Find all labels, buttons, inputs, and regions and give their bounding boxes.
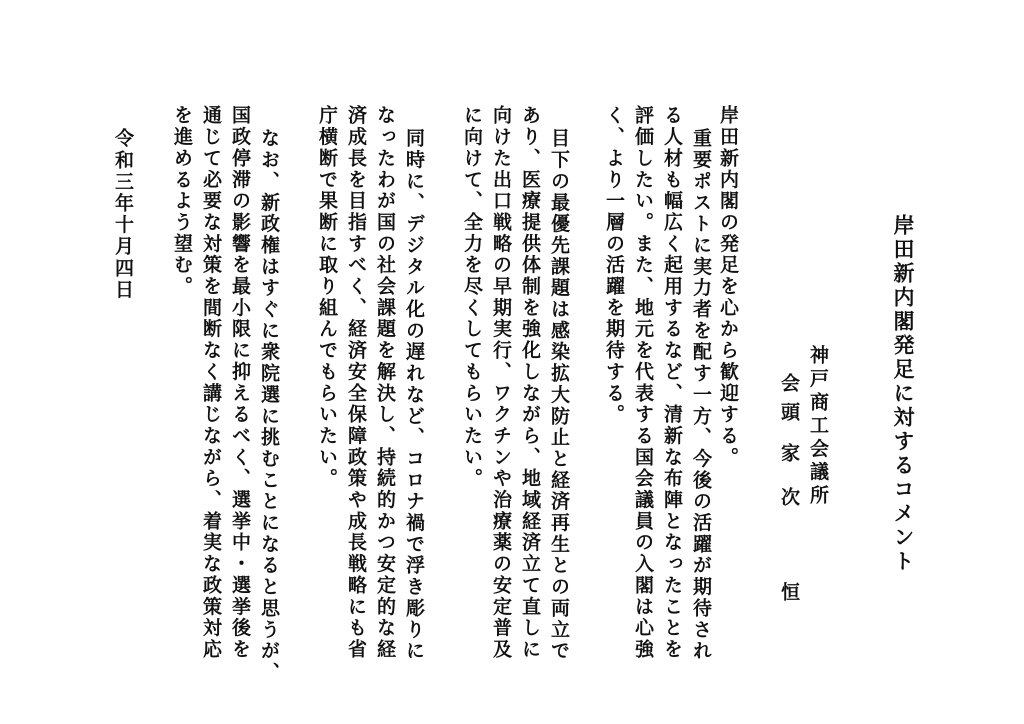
body-line-text: なお、新政権はすぐに衆院選に挑むことになると思うが、 — [258, 128, 280, 684]
body-line-text: 重要ポストに実力者を配す一方、今後の活躍が期待され — [690, 128, 712, 662]
document-date: 令和三年十月四日 — [112, 128, 134, 301]
body-line-text: 同時に、デジタル化の遅れなど、コロナ禍で浮き彫りに — [403, 128, 425, 662]
body-line-text: 国政停滞の影響を最小限に抑えるべく、選挙中・選挙後を — [229, 105, 251, 661]
name-given-2: 恒 — [778, 582, 800, 604]
body-line-text: 庁横断で果断に取り組んでもらいたい。 — [316, 105, 338, 490]
body-line-text: 通じて必要な対策を間断なく講じながら、着実な政策対応 — [200, 105, 222, 661]
body-line-text: あり、医療提供体制を強化しながら、地域経済立て直しに — [519, 105, 541, 661]
body-line-text: 目下の最優先課題は感染拡大防止と経済再生との両立で — [548, 128, 570, 662]
position-title: 会頭 — [778, 373, 800, 431]
body-line-text: く、より一層の活躍を期待する。 — [603, 105, 625, 426]
name-given-1: 次 — [778, 487, 800, 509]
body-line-text: に向けて、全力を尽くしてもらいたい。 — [461, 105, 483, 490]
body-line-text: を進めるよう望む。 — [171, 105, 193, 298]
organization-name: 神戸商工会議所 — [807, 345, 829, 509]
document-title: 岸田新内閣発足に対するコメント — [891, 214, 916, 574]
body-line-text: 済成長を目指すべく、経済安全保障政策や成長戦略にも省 — [345, 105, 367, 661]
body-line-text: 向けた出口戦略の早期実行、ワクチンや治療薬の安定普及 — [490, 105, 512, 661]
body-line-text: 評価したい。また、地元を代表する国会議員の入閣は心強 — [632, 105, 654, 661]
name-family: 家 — [778, 443, 800, 465]
body-line-text: る人材も幅広く起用するなど、清新な布陣となったことを — [661, 105, 683, 661]
body-line-text: 岸田新内閣の発足を心から歓迎する。 — [717, 105, 739, 468]
body-line-text: なったわが国の社会課題を解決し、持続的かつ安定的な経 — [374, 105, 396, 661]
